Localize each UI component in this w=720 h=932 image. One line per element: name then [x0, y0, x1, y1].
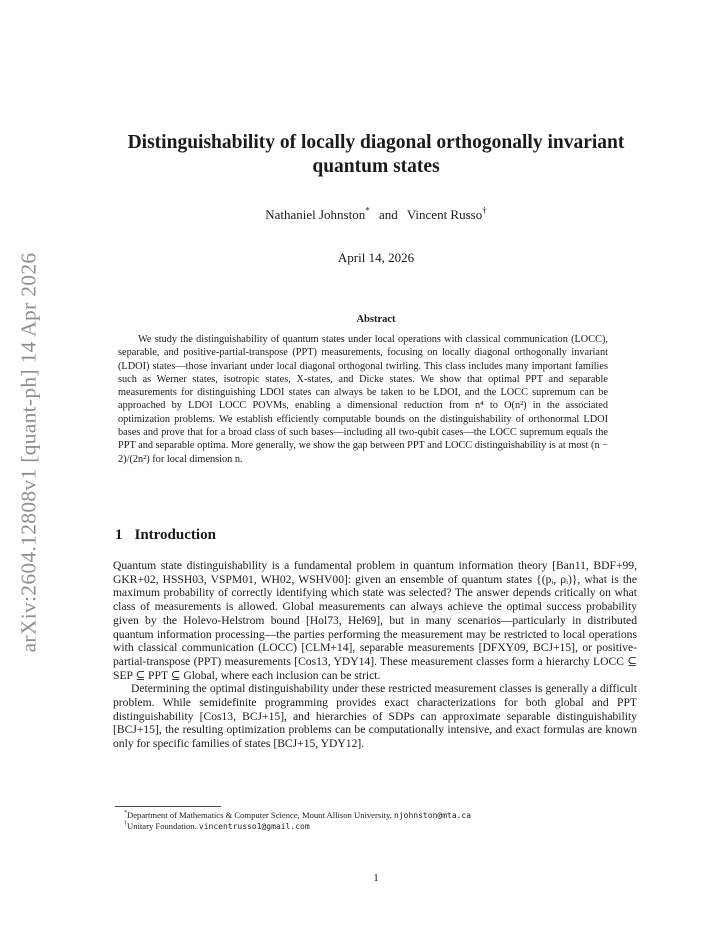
footnote-2-affiliation: Unitary Foundation. [127, 821, 197, 831]
footnote-2 [115, 821, 637, 832]
page-number: 1 [373, 872, 379, 884]
section-heading [115, 527, 216, 544]
footnote-rule [115, 806, 221, 807]
author-line [115, 207, 637, 223]
section-title: Introduction [134, 527, 216, 543]
author-2: Vincent Russo [406, 207, 483, 222]
author-1-footnote-mark: * [365, 205, 370, 216]
paper-date: April 14, 2026 [337, 250, 415, 265]
abstract-body: We study the distinguishability of quantum states under local operations with classical communication (LOCC), separable, and positive-partial-transpose (PPT) measurements, focusing on locally diagonal orthogonally invariant (LDOI) states—those invariant under local diagonal orthogonal twirling. This class includes many important families such as Werner states, isotropic states, X-states, and Dicke states. We show that optimal PPT and separable measurements for distinguishing LDOI states can always be taken to be LDOI, and the LOCC supremum can be approached by LDOI LOCC POVMs, enabling a dimensional reduction from n⁴ to O(n²) in the associated optimization problems. We establish efficiently computable bounds on the distinguishability of orthonormal LDOI bases and prove that for a broad class of such bases—including all two-qubit cases—the LOCC supremum equals the PPT and separable optima. More generally, we show the gap between PPT and LOCC distinguishability is at most (n − 2)/(2n²) for local dimension n. [118, 334, 608, 465]
intro-paragraph-1: Quantum state distinguishability is a fundamental problem in quantum information theory [Ban11, BDF+99, GKR+02, HSSH03, VSPM01, WH02, WSHV00]: given an ensemble of quantum states {(pᵢ, ρᵢ)}, what is the maximum probability of correctly identifying which state was selected? The answer depends critically on what class of measurements is allowed. Global measurements can always achieve the optimal success probability given by the Holevo-Helstrom bound [Hol73, Hel69], but in many scenarios—particularly in distributed quantum information processing—the parties performing the measurement may be restricted to local operations with classical communication (LOCC) [CLM+14], separable measurements [DFXY09, BCJ+15], or positive-partial-transpose (PPT) measurements [Cos13, YDY14]. These measurement classes form a hierarchy LOCC ⊆ SEP ⊆ PPT ⊆ Global, where each inclusion can be strict. [113, 559, 637, 682]
author-1: Nathaniel Johnston [265, 207, 366, 222]
footnotes [115, 810, 637, 832]
footnote-2-email[interactable]: vincentrusso1@gmail.com [198, 822, 310, 831]
author-2-footnote-mark: † [482, 205, 487, 216]
footnote-1-mark: * [124, 810, 128, 817]
intro-paragraph-2: Determining the optimal distinguishability under these restricted measurement classes is generally a difficult problem. While semidefinite programming provides exact characterizations for both global and PPT distinguishability [Cos13, BCJ+15], and hierarchies of SDPs can approximate separable distinguishability [BCJ+15], the resulting optimization problems can be computationally intensive, and exact formulas are known only for specific families of states [BCJ+15, YDY12]. [113, 682, 637, 751]
arxiv-identifier-stamp [9, 246, 49, 658]
author-conjunction: and [379, 207, 398, 222]
footnote-2-mark: † [124, 821, 128, 828]
introduction-body [113, 559, 637, 751]
abstract-heading: Abstract [356, 314, 396, 325]
footnote-1 [115, 810, 637, 821]
arxiv-identifier-text: arXiv:2604.12808v1 [quant-ph] 14 Apr 2026 [16, 252, 41, 652]
section-number: 1 [115, 527, 123, 543]
paper-title: Distinguishability of locally diagonal orthogonally invariant quantum states [127, 132, 625, 177]
footnote-1-email[interactable]: njohnston@mta.ca [394, 811, 472, 820]
footnote-1-affiliation: Department of Mathematics & Computer Science, Mount Allison University. [127, 810, 392, 820]
